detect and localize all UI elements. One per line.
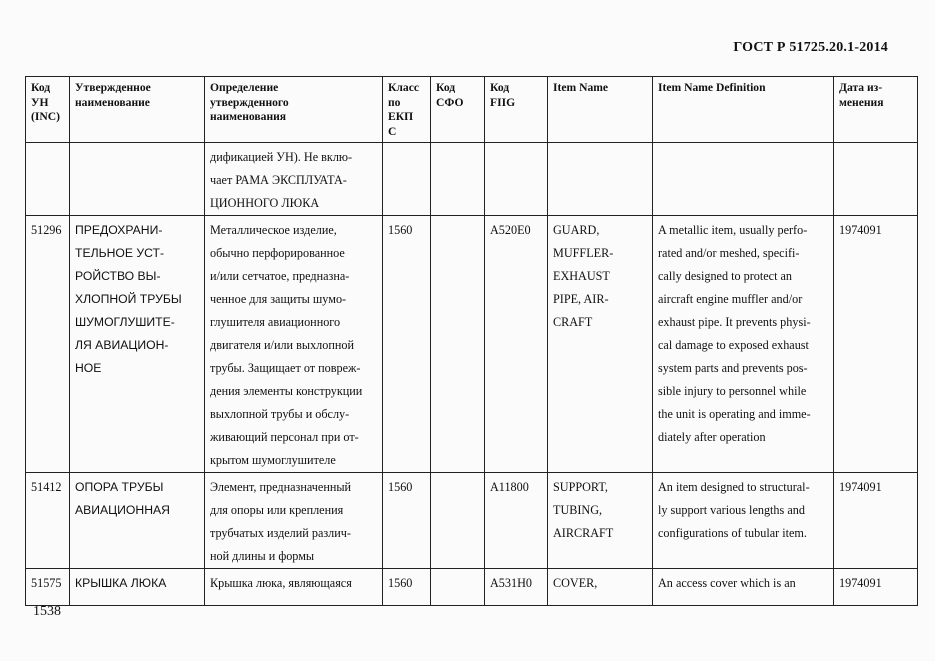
cell-line: дения элементы конструкции: [210, 384, 363, 398]
cell-item-def: [653, 143, 834, 216]
table-row: [26, 473, 918, 569]
cell-line: GUARD,: [553, 223, 600, 237]
cell-item-name: [548, 569, 653, 606]
cell-line: чает РАМА ЭКСПЛУАТА-: [210, 173, 347, 187]
cell-line: cal damage to exposed exhaust: [658, 338, 809, 352]
cell-line: трубы. Защищает от повреж-: [210, 361, 361, 375]
header-item-name: [548, 77, 653, 143]
cell-line: aircraft engine muffler and/or: [658, 292, 803, 306]
cell-line: ХЛОПНОЙ ТРУБЫ: [75, 292, 182, 306]
cell-name: [70, 216, 205, 473]
cell-line: rated and/or meshed, specifi-: [658, 246, 800, 260]
cell-line: 1974091: [839, 480, 882, 494]
header-item-def: [653, 77, 834, 143]
cell-definition: [205, 473, 383, 569]
cell-line: Утвержденное: [75, 81, 151, 94]
cell-line: наименование: [75, 95, 150, 109]
cell-line: обычно перфорированное: [210, 246, 345, 260]
cell-line: An access cover which is an: [658, 576, 796, 590]
cell-item-def: [653, 216, 834, 473]
cell-fiig: [485, 473, 548, 569]
table-row: [26, 216, 918, 473]
cell-line: An item designed to structural-: [658, 480, 810, 494]
cell-definition: [205, 569, 383, 606]
cell-fiig: [485, 216, 548, 473]
cell-line: УН: [31, 95, 49, 109]
cell-line: 1560: [388, 223, 413, 237]
cell-line: РОЙСТВО ВЫ-: [75, 269, 161, 283]
cell-line: ЦИОННОГО ЛЮКА: [210, 196, 320, 210]
cell-line: Дата из-: [839, 81, 883, 94]
cell-line: Определение: [210, 81, 279, 94]
cell-line: КРЫШКА ЛЮКА: [75, 576, 167, 590]
cell-class: [383, 143, 431, 216]
cell-sfo: [431, 473, 485, 569]
cell-class: [383, 473, 431, 569]
cell-line: FIIG: [490, 95, 516, 109]
cell-line: Код: [31, 81, 51, 94]
cell-code: [26, 473, 70, 569]
cell-date: [834, 569, 918, 606]
cell-line: Код: [436, 81, 456, 94]
cell-line: the unit is operating and imme-: [658, 407, 811, 421]
cell-line: 51575: [31, 576, 62, 590]
header-fiig: [485, 77, 548, 143]
catalog-table: [25, 76, 918, 606]
cell-line: утвержденного: [210, 95, 289, 109]
cell-fiig: [485, 143, 548, 216]
cell-date: [834, 143, 918, 216]
cell-line: крытом шумоглушителе: [210, 453, 336, 467]
cell-code: [26, 143, 70, 216]
header-row: [26, 77, 918, 143]
cell-line: по: [388, 95, 401, 109]
cell-line: глушителя авиационного: [210, 315, 341, 329]
cell-item-name: [548, 143, 653, 216]
cell-line: ПРЕДОХРАНИ-: [75, 223, 163, 237]
cell-name: [70, 143, 205, 216]
cell-line: A metallic item, usually perfo-: [658, 223, 808, 237]
cell-line: С: [388, 124, 397, 138]
cell-item-name: [548, 216, 653, 473]
document-code: ГОСТ Р 51725.20.1-2014: [733, 40, 888, 55]
cell-line: трубчатых изделий различ-: [210, 526, 351, 540]
cell-item-name: [548, 473, 653, 569]
cell-line: и/или сетчатое, предназна-: [210, 269, 350, 283]
cell-definition: [205, 143, 383, 216]
cell-line: Крышка люка, являющаяся: [210, 576, 352, 590]
cell-date: [834, 473, 918, 569]
cell-class: [383, 216, 431, 473]
cell-line: ЛЯ АВИАЦИОН-: [75, 338, 169, 352]
cell-fiig: [485, 569, 548, 606]
cell-sfo: [431, 569, 485, 606]
cell-code: [26, 216, 70, 473]
cell-line: Элемент, предназначенный: [210, 480, 352, 494]
cell-line: НОЕ: [75, 361, 102, 375]
cell-line: 1974091: [839, 576, 882, 590]
cell-line: 1560: [388, 480, 413, 494]
cell-line: СФО: [436, 95, 464, 109]
cell-line: configurations of tubular item.: [658, 526, 807, 540]
cell-line: для опоры или крепления: [210, 503, 344, 517]
cell-line: двигателя и/или выхлопной: [210, 338, 354, 352]
cell-line: (INC): [31, 110, 60, 124]
cell-definition: [205, 216, 383, 473]
cell-line: Item Name: [553, 81, 609, 94]
cell-name: [70, 473, 205, 569]
cell-line: Класс: [388, 81, 419, 94]
cell-sfo: [431, 216, 485, 473]
cell-sfo: [431, 143, 485, 216]
cell-line: 1560: [388, 576, 413, 590]
cell-line: diately after operation: [658, 430, 766, 444]
cell-line: A520E0: [490, 223, 531, 237]
cell-item-def: [653, 473, 834, 569]
cell-line: Код: [490, 81, 510, 94]
page-number: 1538: [33, 604, 61, 619]
cell-line: EXHAUST: [553, 269, 610, 283]
cell-line: ЕКП: [388, 110, 414, 124]
header-date: [834, 77, 918, 143]
cell-line: дификацией УН). Не вклю-: [210, 150, 353, 164]
cell-line: 51412: [31, 480, 62, 494]
table-row: [26, 569, 918, 606]
cell-line: Item Name Definition: [658, 81, 766, 94]
cell-date: [834, 216, 918, 473]
header-code: [26, 77, 70, 143]
cell-line: cally designed to protect an: [658, 269, 793, 283]
cell-item-def: [653, 569, 834, 606]
cell-line: Металлическое изделие,: [210, 223, 337, 237]
cell-line: PIPE, AIR-: [553, 292, 609, 306]
header-name: [70, 77, 205, 143]
cell-line: наименования: [210, 110, 287, 124]
cell-line: ОПОРА ТРУБЫ: [75, 480, 164, 494]
cell-line: AIRCRAFT: [553, 526, 614, 540]
cell-line: менения: [839, 95, 884, 109]
cell-line: АВИАЦИОННАЯ: [75, 503, 170, 517]
header-class: [383, 77, 431, 143]
table-row: [26, 143, 918, 216]
cell-line: MUFFLER-: [553, 246, 614, 260]
cell-line: ТЕЛЬНОЕ УСТ-: [75, 246, 165, 260]
cell-line: ly support various lengths and: [658, 503, 805, 517]
cell-line: A11800: [490, 480, 529, 494]
cell-line: ной длины и формы: [210, 549, 315, 563]
cell-line: SUPPORT,: [553, 480, 608, 494]
cell-line: 1974091: [839, 223, 882, 237]
cell-line: 51296: [31, 223, 62, 237]
cell-code: [26, 569, 70, 606]
cell-line: ченное для защиты шумо-: [210, 292, 347, 306]
cell-line: exhaust pipe. It prevents physi-: [658, 315, 811, 329]
cell-line: COVER,: [553, 576, 598, 590]
cell-line: TUBING,: [553, 503, 603, 517]
cell-line: system parts and prevents pos-: [658, 361, 808, 375]
cell-line: выхлопной трубы и обслу-: [210, 407, 350, 421]
cell-line: CRAFT: [553, 315, 593, 329]
cell-class: [383, 569, 431, 606]
cell-line: sible injury to personnel while: [658, 384, 807, 398]
cell-line: A531H0: [490, 576, 532, 590]
header-definition: [205, 77, 383, 143]
header-sfo: [431, 77, 485, 143]
cell-line: ШУМОГЛУШИТЕ-: [75, 315, 175, 329]
cell-line: живающий персонал при от-: [210, 430, 359, 444]
cell-name: [70, 569, 205, 606]
